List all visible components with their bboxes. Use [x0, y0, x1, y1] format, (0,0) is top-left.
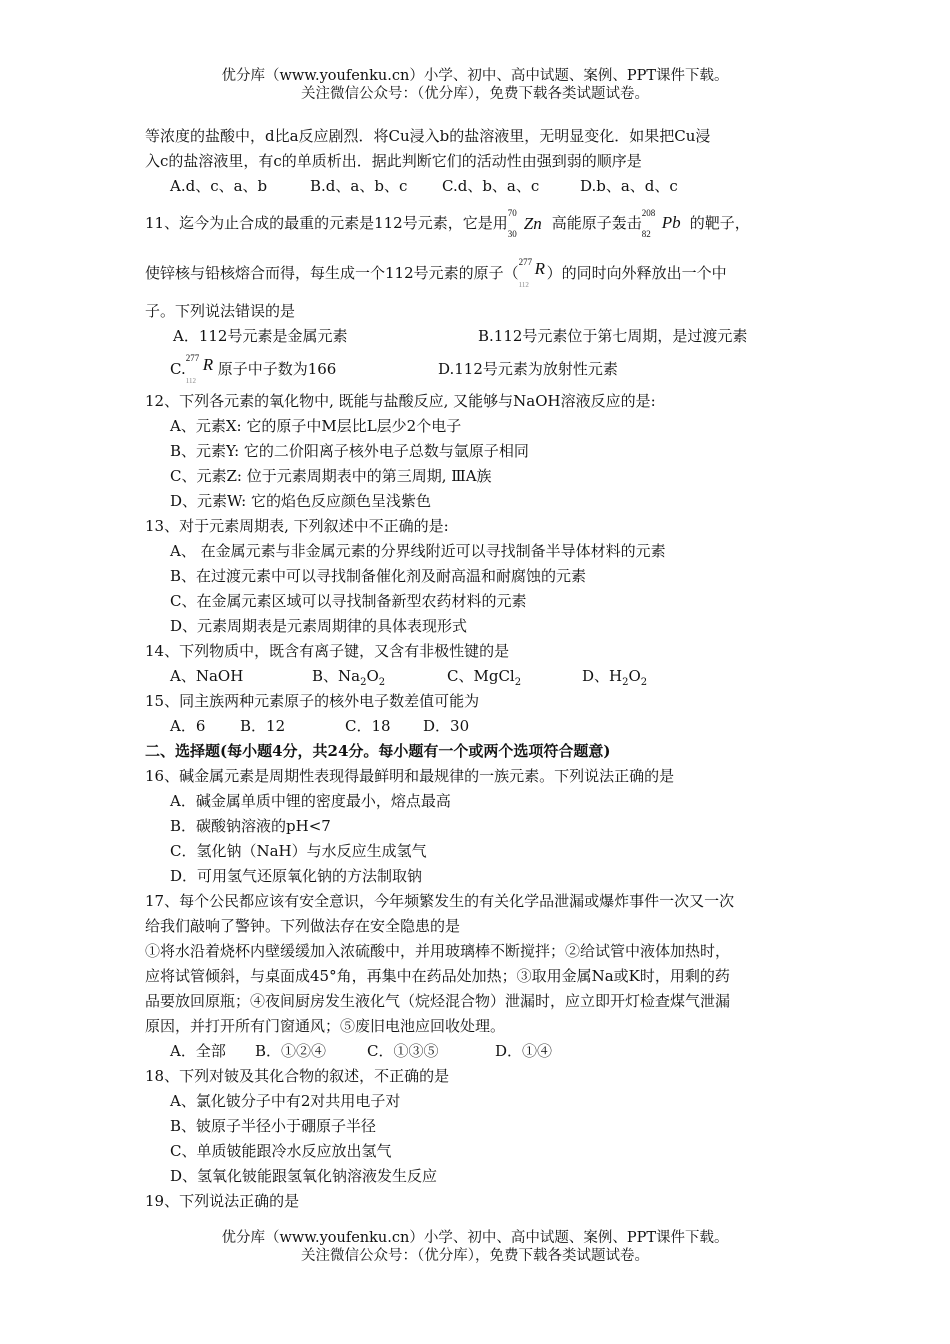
q18-option-d: D、氢氧化铍能跟氢氧化钠溶液发生反应: [170, 1167, 438, 1185]
q11-option-c-text: 原子中子数为166: [217, 360, 337, 378]
q10-text-2: 入c的盐溶液里，有c的单质析出．据此判断它们的活动性由强到弱的顺序是: [145, 152, 642, 170]
q10-option-d: D.b、a、d、c: [580, 177, 678, 195]
q17-options: [145, 1039, 813, 1064]
q17-line-6: 原因，并打开所有门窗通风；⑤废旧电池应回收处理。: [145, 1017, 506, 1035]
page-header: [0, 67, 950, 103]
header-line-1: 优分库（www.youfenku.cn）小学、初中、高中试题、案例、PPT课件下载。: [221, 68, 729, 84]
q11-option-b: B.112号元素位于第七周期，是过渡元素: [478, 327, 748, 345]
r-atomic-number: 112: [518, 281, 529, 289]
q11-option-d: D.112号元素为放射性元素: [438, 360, 618, 378]
q10-options: [145, 174, 813, 199]
r-mass-number: 277: [518, 257, 533, 267]
q17-line-3: ①将水沿着烧杯内壁缓缓加入浓硫酸中，并用玻璃棒不断搅拌；②给试管中液体加热时，: [145, 942, 731, 960]
exam-content: [145, 124, 813, 1214]
q14-option-b: [312, 664, 447, 689]
q17-line-5: 品要放回原瓶；④夜间厨房发生液化气（烷烃混合物）泄漏时，应立即开灯检查煤气泄漏: [145, 992, 731, 1010]
page-footer: [0, 1229, 950, 1265]
q11-option-c-label: C.: [170, 360, 186, 378]
q14-d-oxygen: O: [628, 667, 641, 685]
q11-text-part3: 的靶子，: [689, 214, 750, 232]
q11-text-part2: 高能原子轰击: [551, 214, 642, 232]
q14-option-d: [582, 664, 647, 689]
r-symbol-c: R: [202, 355, 214, 374]
q17-option-c: C．①③⑤: [367, 1042, 439, 1060]
q12-option-b: B、元素Y: 它的二价阳离子核外电子总数与氩原子相同: [170, 442, 529, 460]
q14-stem: 14、下列物质中，既含有离子键，又含有非极性键的是: [145, 642, 510, 660]
q15-stem: 15、同主族两种元素原子的核外电子数差值可能为: [145, 692, 480, 710]
q11-options-row-2: [145, 349, 813, 389]
q10-text-1: 等浓度的盐酸中，d比a反应剧烈．将Cu浸入b的盐溶液里，无明显变化．如果把Cu浸: [145, 127, 711, 145]
q11-line-1: [145, 199, 813, 247]
zn-mass-number: 70: [507, 208, 517, 218]
q14-b-oxygen: O: [366, 667, 379, 685]
q17-line-4: 应将试管倾斜，与桌面成45°角，再集中在药品处加热；③取用金属Na或K时，用剩的药: [145, 967, 730, 985]
q14-d-subscript-1: 2: [622, 677, 629, 688]
zn-nuclide-symbol: [508, 209, 552, 239]
q11-text-line2b: ）的同时向外释放出一个中: [546, 264, 727, 282]
q16-option-a: A．碱金属单质中锂的密度最小，熔点最高: [170, 792, 451, 810]
q12-stem: 12、下列各元素的氧化物中, 既能与盐酸反应, 又能够与NaOH溶液反应的是:: [145, 392, 656, 410]
zn-symbol: Zn: [523, 214, 542, 233]
footer-line-2: 关注微信公众号：（优分库），免费下载各类试题试卷。: [301, 1248, 649, 1264]
q14-option-c: [447, 664, 582, 689]
q15-option-d: D．30: [423, 717, 470, 735]
q12-option-d: D、元素W: 它的焰色反应颜色呈浅紫色: [170, 492, 431, 510]
q14-b-subscript-1: 2: [360, 677, 367, 688]
q10-option-b: B.d、a、b、c: [310, 177, 408, 195]
q18-option-c: C、单质铍能跟冷水反应放出氢气: [170, 1142, 392, 1160]
q12-option-a: A、元素X: 它的原子中M层比L层少2个电子: [170, 417, 462, 435]
q14-c-text: C、MgCl: [447, 667, 515, 685]
q13-option-b: B、在过渡元素中可以寻找制备催化剂及耐高温和耐腐蚀的元素: [170, 567, 587, 585]
q14-option-a: A、NaOH: [170, 667, 244, 685]
q11-text-line2a: 使锌核与铅核熔合而得，每生成一个112号元素的原子（: [145, 264, 519, 282]
pb-mass-number: 208: [641, 208, 656, 218]
q11-option-a: A．112号元素是金属元素: [173, 327, 348, 345]
q15-options: [145, 714, 813, 739]
q12-option-c: C、元素Z: 位于元素周期表中的第三周期, ⅢA族: [170, 467, 492, 485]
q13-option-c: C、在金属元素区域可以寻找制备新型农药材料的元素: [170, 592, 527, 610]
pb-nuclide-symbol: [642, 209, 690, 239]
q14-d-subscript-2: 2: [640, 677, 648, 688]
pb-atomic-number: 82: [641, 229, 651, 239]
q19-stem: 19、下列说法正确的是: [145, 1192, 300, 1210]
q14-b-subscript-2: 2: [378, 677, 386, 688]
r-symbol: R: [534, 259, 546, 278]
q14-d-text: D、H: [582, 667, 623, 685]
q14-c-subscript: 2: [514, 677, 522, 688]
q15-option-a: A．6: [170, 717, 206, 735]
q17-option-a: A．全部: [170, 1042, 226, 1060]
q18-option-a: A、氯化铍分子中有2对共用电子对: [170, 1092, 401, 1110]
q10-option-c: C.d、b、a、c: [442, 177, 540, 195]
q18-option-b: B、铍原子半径小于硼原子半径: [170, 1117, 377, 1135]
q10-option-a: A.d、c、a、b: [170, 177, 268, 195]
r-mass-number-c: 277: [185, 353, 200, 363]
q11-line-2: [145, 247, 813, 299]
q17-option-d: D．①④: [495, 1042, 553, 1060]
q14-options: [145, 664, 813, 689]
q11-text-part1: 11、迄今为止合成的最重的元素是112号元素，它是用: [145, 214, 508, 232]
q16-option-b: B．碳酸钠溶液的pH<7: [170, 817, 331, 835]
q16-option-d: D．可用氢气还原氧化钠的方法制取钠: [170, 867, 423, 885]
q17-line-2: 给我们敲响了警钟。下列做法存在安全隐患的是: [145, 917, 461, 935]
q11-options-row-1: [145, 324, 813, 349]
q13-stem: 13、对于元素周期表, 下列叙述中不正确的是:: [145, 517, 449, 535]
q11-text-line3: 子。下列说法错误的是: [145, 302, 296, 320]
q17-line-1: 17、每个公民都应该有安全意识，今年频繁发生的有关化学品泄漏或爆炸事件一次又一次: [145, 892, 735, 910]
q15-option-b: B．12: [240, 717, 286, 735]
q15-option-c: C．18: [345, 717, 391, 735]
q16-stem: 16、碱金属元素是周期性表现得最鲜明和最规律的一族元素。下列说法正确的是: [145, 767, 675, 785]
header-line-2: 关注微信公众号：（优分库），免费下载各类试题试卷。: [301, 86, 649, 102]
r-atomic-number-c: 112: [185, 377, 196, 385]
footer-line-1: 优分库（www.youfenku.cn）小学、初中、高中试题、案例、PPT课件下载。: [221, 1230, 729, 1246]
section-2-title: 二、选择题(每小题4分，共24分。每小题有一个或两个选项符合题意): [145, 742, 611, 760]
zn-atomic-number: 30: [507, 229, 517, 239]
q13-option-a: A、 在金属元素与非金属元素的分界线附近可以寻找制备半导体材料的元素: [170, 542, 666, 560]
q17-option-b: B．①②④: [255, 1042, 327, 1060]
q11-option-c: [170, 349, 438, 389]
q14-b-text: B、Na: [312, 667, 361, 685]
pb-symbol: Pb: [661, 213, 681, 232]
q13-option-d: D、元素周期表是元素周期律的具体表现形式: [170, 617, 468, 635]
q16-option-c: C．氢化钠（NaH）与水反应生成氢气: [170, 842, 427, 860]
r-nuclide-symbol: [519, 258, 547, 290]
q18-stem: 18、下列对铍及其化合物的叙述，不正确的是: [145, 1067, 450, 1085]
r-nuclide-symbol-option-c: [186, 354, 218, 386]
